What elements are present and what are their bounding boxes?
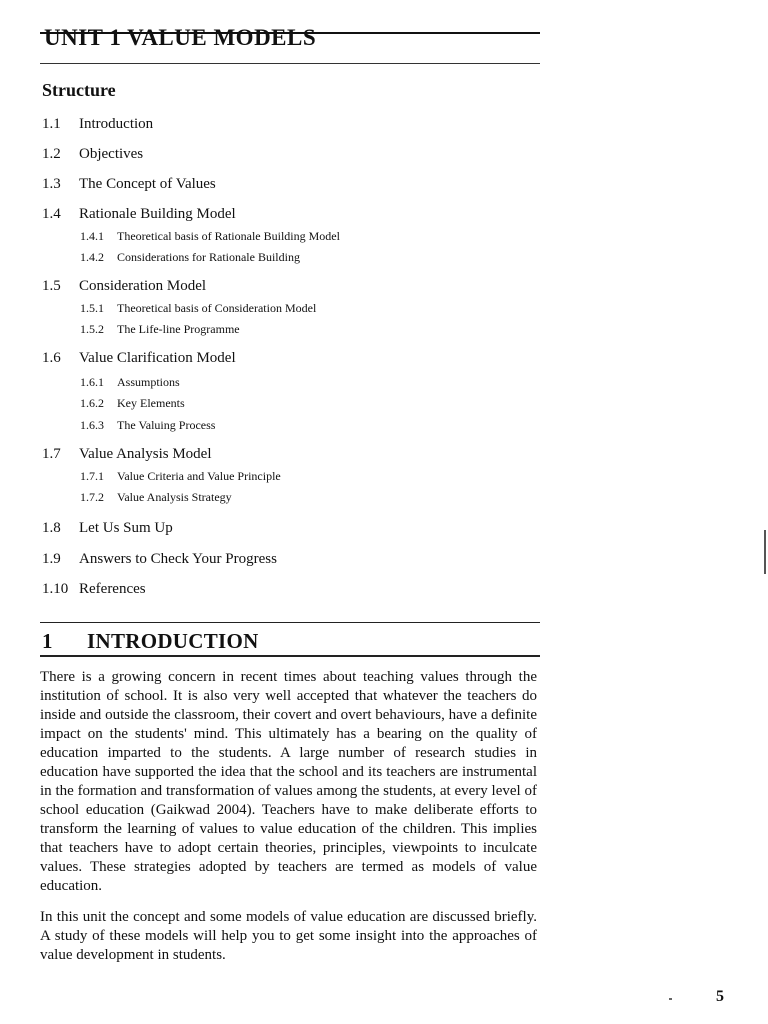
page-number: 5 [716,988,724,1005]
header-rule [40,63,540,64]
toc-subitem-label: Key Elements [117,396,185,410]
toc-item-number: 1.5 [42,278,61,294]
toc-item-label: Consideration Model [79,278,207,294]
toc-item-label: Value Analysis Model [79,446,212,462]
toc-item-number: 1.2 [42,146,61,162]
toc-item-label: Let Us Sum Up [79,520,173,536]
toc-item-number: 1.9 [42,551,61,567]
toc-item-label: Rationale Building Model [79,206,236,222]
scan-mark [669,998,672,1000]
toc-subitem-label: Value Criteria and Value Principle [117,469,281,483]
toc-subitem-label: Theoretical basis of Consideration Model [117,301,317,315]
toc-item-number: 1.1 [42,116,61,132]
toc-item-number: 1.6 [42,350,61,366]
toc-subitem-number: 1.5.2 [80,322,104,336]
toc-item-number: 1.4 [42,206,61,222]
toc-subitem-number: 1.5.1 [80,301,104,315]
toc-subitem-number: 1.7.1 [80,469,104,483]
toc-subitem-label: Considerations for Rationale Building [117,250,300,264]
toc-subitem-label: The Life-line Programme [117,322,240,336]
scan-edge-mark [764,530,766,574]
toc-item-number: 1.7 [42,446,61,462]
toc-item-label: References [79,581,146,597]
unit-title: UNIT 1 VALUE MODELS [44,25,317,50]
toc-item-number: 1.8 [42,520,61,536]
toc-item-label: Answers to Check Your Progress [79,551,277,567]
section-number: 1 [42,629,53,653]
toc-item-label: Introduction [79,116,154,132]
toc-item-label: Objectives [79,146,144,162]
toc-subitem-label: The Valuing Process [117,418,216,432]
structure-heading: Structure [42,80,116,100]
toc-subitem-number: 1.4.2 [80,250,104,264]
toc-subitem-number: 1.4.1 [80,229,104,243]
toc-subitem-label: Theoretical basis of Rationale Building Model [117,229,340,243]
toc-subitem-label: Value Analysis Strategy [117,490,232,504]
toc-subitem-number: 1.6.1 [80,375,104,389]
section-rule-bottom [40,655,540,657]
toc-item-number: 1.3 [42,176,61,192]
toc-subitem-number: 1.6.3 [80,418,104,432]
toc-item-label: The Concept of Values [79,176,216,192]
intro-paragraph: In this unit the concept and some models of value education are discussed briefly. A study of these models will help you to get some insight into the approaches of value development in students. [40,909,537,963]
section-rule-top [40,622,540,623]
toc-item-label: Value Clarification Model [79,350,236,366]
toc-subitem-label: Assumptions [117,375,180,389]
intro-paragraph: There is a growing concern in recent times about teaching values through the institution of school. It is also very well accepted that whatever the teachers do inside and outside the classroom, their covert and overt behaviours, have a definite impact on the students' mind. This ultimately has a bearing on the quality of education imparted to the students. A large number of research studies in education have supported the idea that the school and its teachers are instrumental in the formation and transformation of values among the students, at every level of school education (Gaikwad 2004). Teachers have to make deliberate efforts to transform the learning of values to value education of the children. This implies that teachers have to adopt certain theories, principles, viewpoints to inculcate values. These strategies adopted by teachers are termed as models of value education. [40,669,537,894]
section-title: INTRODUCTION [87,629,259,653]
toc-subitem-number: 1.7.2 [80,490,104,504]
toc-subitem-number: 1.6.2 [80,396,104,410]
toc-item-number: 1.10 [42,581,69,597]
